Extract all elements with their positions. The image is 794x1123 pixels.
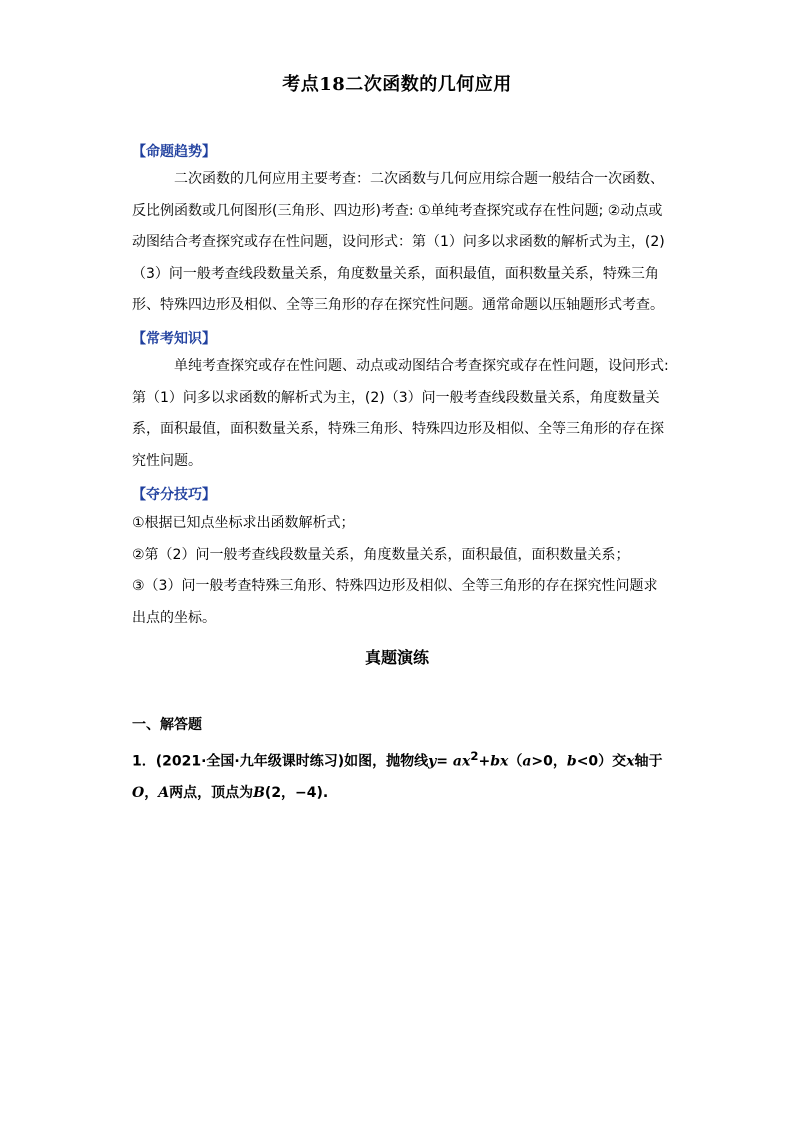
trend-line: （3）问一般考查线段数量关系，角度数量关系，面积最值，面积数量关系，特殊三角 (132, 265, 659, 282)
practice-title: 真题演练 (364, 648, 429, 667)
point-a: A (158, 784, 170, 801)
condition-open: （ (508, 753, 523, 770)
point-separator: ， (144, 784, 159, 801)
trend-line: 反比例函数或几何图形(三角形、四边形)考查: ①单纯考查探究或存在性问题; ②动点或 (132, 202, 663, 219)
point-o: O (132, 784, 145, 801)
condition-b: b (566, 753, 577, 770)
tips-line: ①根据已知点坐标求出函数解析式； (132, 515, 355, 531)
condition-mid: >0， (531, 753, 567, 770)
point-b: B (253, 784, 265, 801)
trend-line: 二次函数的几何应用主要考查：二次函数与几何应用综合题一般结合一次函数、 (174, 171, 664, 187)
tips-line: ③（3）问一般考查特殊三角形、特殊四边形及相似、全等三角形的存在探究性问题求 (132, 578, 658, 594)
question-source: (2021·全国·九年级课时练习) (155, 753, 345, 770)
knowledge-line: 第（1）问多以求函数的解析式为主，(2)（3）问一般考查线段数量关系，角度数量关 (132, 389, 660, 406)
formula-ax: ax (452, 753, 471, 770)
knowledge-paragraph (132, 351, 672, 477)
formula-y: y (428, 753, 437, 770)
vertex-text: 两点，顶点为 (169, 784, 254, 801)
question-text-tail: 轴于 (634, 753, 663, 770)
question-text: 如图，抛物线 (344, 753, 429, 770)
formula-plus: + (478, 753, 491, 770)
question-section-label: 一、解答题 (132, 717, 202, 733)
tips-paragraph (132, 508, 672, 634)
condition-close: <0）交 (576, 753, 627, 770)
vertex-coordinates: (2，−4). (264, 784, 329, 801)
tips-line: 出点的坐标。 (132, 609, 216, 626)
condition-a: a (522, 753, 532, 770)
formula-exponent: 2 (470, 749, 479, 763)
trend-heading: 【命题趋势】 (132, 144, 216, 160)
trend-line: 形、特殊四边形及相似、全等三角形的存在探究性问题。通常命题以压轴题形式考查。 (132, 297, 664, 313)
knowledge-heading: 【常考知识】 (132, 331, 216, 347)
formula-eq: = (436, 753, 453, 770)
question-number: 1． (132, 753, 156, 770)
question-1-line-2 (132, 778, 672, 809)
tips-line: ②第（2）问一般考查线段数量关系，角度数量关系，面积最值，面积数量关系； (132, 546, 630, 563)
trend-line: 动图结合考查探究或存在性问题，设问形式：第（1）问多以求函数的解析式为主，(2) (132, 234, 665, 250)
question-1-line-1 (132, 741, 672, 778)
page-title: 考点18二次函数的几何应用 (282, 74, 512, 95)
tips-heading: 【夺分技巧】 (132, 487, 216, 503)
trend-paragraph (132, 164, 672, 322)
question-1 (132, 741, 672, 809)
axis-x: x (626, 753, 635, 770)
knowledge-line: 单纯考查探究或存在性问题、动点或动图结合考查探究或存在性问题，设问形式: (174, 358, 669, 374)
knowledge-line: 究性问题。 (132, 452, 202, 469)
knowledge-line: 系，面积最值，面积数量关系，特殊三角形、特殊四边形及相似、全等三角形的存在探 (132, 421, 664, 437)
formula-bx: bx (490, 753, 509, 770)
